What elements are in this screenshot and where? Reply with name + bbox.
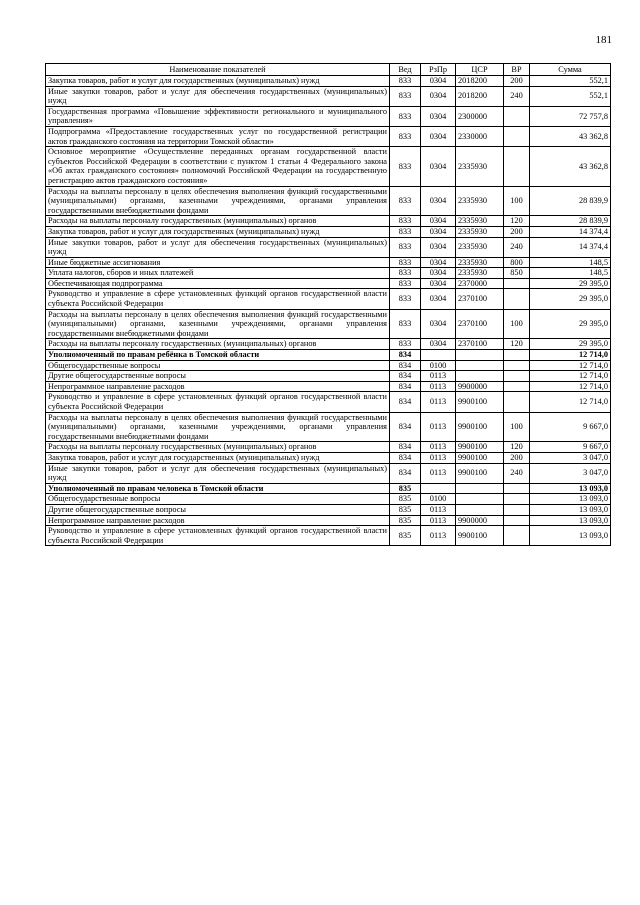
table-row [46, 412, 611, 442]
cell-sum: 12 714,0 [530, 381, 611, 392]
header-ved: Вед [390, 64, 421, 76]
cell-rzpr: 0113 [421, 381, 456, 392]
cell-sum: 29 395,0 [530, 289, 611, 309]
cell-vr [504, 526, 530, 546]
cell-csr: 2330000 [456, 126, 504, 146]
cell-ved: 833 [390, 237, 421, 257]
cell-csr: 2335930 [456, 216, 504, 227]
cell-ved: 835 [390, 526, 421, 546]
cell-ved: 834 [390, 452, 421, 463]
cell-rzpr: 0304 [421, 147, 456, 186]
table-row [46, 339, 611, 350]
cell-sum: 3 047,0 [530, 463, 611, 483]
cell-vr: 120 [504, 216, 530, 227]
cell-rzpr: 0304 [421, 278, 456, 289]
cell-vr [504, 504, 530, 515]
cell-rzpr: 0113 [421, 442, 456, 453]
cell-rzpr: 0100 [421, 360, 456, 371]
cell-vr [504, 289, 530, 309]
cell-ved: 833 [390, 339, 421, 350]
cell-vr [504, 494, 530, 505]
cell-rzpr: 0100 [421, 494, 456, 505]
cell-ved: 833 [390, 106, 421, 126]
cell-name: Основное мероприятие «Осуществление переданных органам государственной власти субъектов Российской Федерации в соответствии с пунктом 1 статьи 4 Федерального закона «Об актах гражданского состояния» полномочий Российской Федерации на государственную регистрацию актов гражданского состояния» [46, 147, 390, 186]
table-row [46, 381, 611, 392]
cell-vr [504, 360, 530, 371]
cell-rzpr: 0113 [421, 452, 456, 463]
cell-name: Руководство и управление в сфере установленных функций органов государственной власти субъекта Российской Федерации [46, 392, 390, 412]
cell-ved: 835 [390, 504, 421, 515]
cell-rzpr: 0304 [421, 86, 456, 106]
budget-table [45, 63, 611, 546]
cell-ved: 833 [390, 86, 421, 106]
cell-ved: 834 [390, 371, 421, 382]
cell-csr: 2370100 [456, 339, 504, 350]
header-name: Наименование показателей [46, 64, 390, 76]
cell-sum: 12 714,0 [530, 371, 611, 382]
cell-ved: 833 [390, 216, 421, 227]
cell-rzpr: 0113 [421, 515, 456, 526]
cell-vr: 120 [504, 339, 530, 350]
cell-vr [504, 483, 530, 494]
cell-csr: 2300000 [456, 106, 504, 126]
table-row [46, 350, 611, 361]
cell-sum: 29 395,0 [530, 339, 611, 350]
cell-sum: 13 093,0 [530, 483, 611, 494]
cell-vr: 100 [504, 186, 530, 216]
table-row [46, 226, 611, 237]
cell-name: Уполномоченный по правам человека в Томской области [46, 483, 390, 494]
header-vr: ВР [504, 64, 530, 76]
cell-csr: 2335930 [456, 226, 504, 237]
table-row [46, 392, 611, 412]
cell-ved: 834 [390, 412, 421, 442]
cell-name: Иные закупки товаров, работ и услуг для обеспечения государственных (муниципальных) нужд [46, 463, 390, 483]
cell-csr: 9900000 [456, 381, 504, 392]
cell-sum: 29 395,0 [530, 309, 611, 339]
cell-ved: 833 [390, 186, 421, 216]
cell-ved: 833 [390, 257, 421, 268]
cell-sum: 13 093,0 [530, 504, 611, 515]
cell-sum: 552,1 [530, 86, 611, 106]
cell-ved: 833 [390, 226, 421, 237]
cell-vr [504, 515, 530, 526]
cell-rzpr: 0304 [421, 268, 456, 279]
cell-ved: 833 [390, 76, 421, 87]
cell-sum: 12 714,0 [530, 360, 611, 371]
cell-name: Закупка товаров, работ и услуг для государственных (муниципальных) нужд [46, 226, 390, 237]
table-row [46, 76, 611, 87]
table-row [46, 463, 611, 483]
cell-name: Непрограммное направление расходов [46, 381, 390, 392]
cell-name: Закупка товаров, работ и услуг для государственных (муниципальных) нужд [46, 452, 390, 463]
table-row [46, 494, 611, 505]
cell-csr [456, 504, 504, 515]
page-number: 181 [595, 34, 612, 46]
cell-ved: 834 [390, 442, 421, 453]
cell-sum: 28 839,9 [530, 186, 611, 216]
cell-name: Общегосударственные вопросы [46, 494, 390, 505]
cell-vr: 240 [504, 463, 530, 483]
table-row [46, 106, 611, 126]
cell-sum: 28 839,9 [530, 216, 611, 227]
cell-sum: 552,1 [530, 76, 611, 87]
table-row [46, 126, 611, 146]
cell-sum: 13 093,0 [530, 515, 611, 526]
table-header-row [46, 64, 611, 76]
cell-sum: 148,5 [530, 268, 611, 279]
table-row [46, 86, 611, 106]
cell-name: Расходы на выплаты персоналу государственных (муниципальных) органов [46, 216, 390, 227]
table-row [46, 371, 611, 382]
cell-csr: 9900100 [456, 463, 504, 483]
cell-sum: 14 374,4 [530, 226, 611, 237]
cell-rzpr: 0304 [421, 257, 456, 268]
cell-name: Другие общегосударственные вопросы [46, 504, 390, 515]
cell-name: Иные бюджетные ассигнования [46, 257, 390, 268]
cell-sum: 9 667,0 [530, 412, 611, 442]
cell-name: Уплата налогов, сборов и иных платежей [46, 268, 390, 279]
cell-rzpr: 0304 [421, 289, 456, 309]
cell-vr: 120 [504, 442, 530, 453]
table-row [46, 504, 611, 515]
cell-ved: 834 [390, 350, 421, 361]
cell-csr: 9900100 [456, 442, 504, 453]
cell-name: Руководство и управление в сфере установленных функций органов государственной власти субъекта Российской Федерации [46, 289, 390, 309]
cell-vr [504, 381, 530, 392]
cell-rzpr: 0304 [421, 226, 456, 237]
cell-sum: 12 714,0 [530, 392, 611, 412]
table-row [46, 515, 611, 526]
cell-ved: 834 [390, 381, 421, 392]
cell-ved: 834 [390, 392, 421, 412]
cell-csr: 2335930 [456, 268, 504, 279]
cell-vr [504, 350, 530, 361]
cell-ved: 833 [390, 278, 421, 289]
header-sum: Сумма [530, 64, 611, 76]
cell-sum: 29 395,0 [530, 278, 611, 289]
cell-csr: 9900100 [456, 412, 504, 442]
cell-name: Закупка товаров, работ и услуг для государственных (муниципальных) нужд [46, 76, 390, 87]
cell-ved: 835 [390, 515, 421, 526]
cell-csr: 2018200 [456, 86, 504, 106]
cell-csr: 2370100 [456, 309, 504, 339]
cell-ved: 833 [390, 289, 421, 309]
cell-rzpr: 0113 [421, 371, 456, 382]
cell-csr: 9900100 [456, 526, 504, 546]
cell-vr [504, 278, 530, 289]
cell-sum: 3 047,0 [530, 452, 611, 463]
cell-ved: 833 [390, 309, 421, 339]
cell-rzpr: 0113 [421, 392, 456, 412]
cell-sum: 43 362,8 [530, 147, 611, 186]
cell-csr [456, 371, 504, 382]
cell-rzpr: 0113 [421, 526, 456, 546]
cell-vr: 100 [504, 412, 530, 442]
cell-csr: 2370100 [456, 289, 504, 309]
cell-csr: 2335930 [456, 237, 504, 257]
cell-ved: 833 [390, 147, 421, 186]
cell-csr [456, 494, 504, 505]
cell-name: Другие общегосударственные вопросы [46, 371, 390, 382]
cell-rzpr: 0304 [421, 339, 456, 350]
cell-vr: 240 [504, 237, 530, 257]
table-row [46, 278, 611, 289]
cell-rzpr: 0304 [421, 76, 456, 87]
cell-name: Подпрограмма «Предоставление государственных услуг по государственной регистрации актов гражданского состояния на территории Томской области» [46, 126, 390, 146]
cell-rzpr: 0304 [421, 126, 456, 146]
cell-ved: 835 [390, 494, 421, 505]
table-row [46, 289, 611, 309]
table-row [46, 309, 611, 339]
cell-rzpr: 0304 [421, 186, 456, 216]
cell-rzpr: 0113 [421, 504, 456, 515]
table-row [46, 526, 611, 546]
cell-sum: 12 714,0 [530, 350, 611, 361]
cell-csr [456, 483, 504, 494]
table-row [46, 442, 611, 453]
cell-csr: 2370000 [456, 278, 504, 289]
cell-vr: 200 [504, 76, 530, 87]
cell-vr: 800 [504, 257, 530, 268]
cell-csr: 9900100 [456, 392, 504, 412]
table-row [46, 186, 611, 216]
cell-name: Уполномоченный по правам ребёнка в Томской области [46, 350, 390, 361]
cell-name: Расходы на выплаты персоналу государственных (муниципальных) органов [46, 339, 390, 350]
cell-name: Руководство и управление в сфере установленных функций органов государственной власти субъекта Российской Федерации [46, 526, 390, 546]
cell-name: Расходы на выплаты персоналу в целях обеспечения выполнения функций государственными (муниципальными) органами, казенными учреждениями, органами управления государственными внебюджетными фондами [46, 186, 390, 216]
cell-name: Иные закупки товаров, работ и услуг для обеспечения государственных (муниципальных) нужд [46, 86, 390, 106]
cell-sum: 13 093,0 [530, 494, 611, 505]
cell-csr: 9900000 [456, 515, 504, 526]
header-csr: ЦСР [456, 64, 504, 76]
cell-sum: 72 757,8 [530, 106, 611, 126]
table-row [46, 483, 611, 494]
table-row [46, 268, 611, 279]
cell-rzpr: 0304 [421, 216, 456, 227]
cell-ved: 833 [390, 126, 421, 146]
cell-sum: 14 374,4 [530, 237, 611, 257]
cell-csr [456, 360, 504, 371]
cell-ved: 835 [390, 483, 421, 494]
cell-name: Расходы на выплаты персоналу в целях обеспечения выполнения функций государственными (муниципальными) органами, казенными учреждениями, органами управления государственными внебюджетными фондами [46, 309, 390, 339]
table-row [46, 452, 611, 463]
cell-rzpr [421, 350, 456, 361]
table-row [46, 216, 611, 227]
cell-csr: 9900100 [456, 452, 504, 463]
cell-rzpr: 0304 [421, 237, 456, 257]
cell-name: Иные закупки товаров, работ и услуг для обеспечения государственных (муниципальных) нужд [46, 237, 390, 257]
cell-ved: 834 [390, 463, 421, 483]
cell-rzpr: 0113 [421, 412, 456, 442]
cell-sum: 9 667,0 [530, 442, 611, 453]
cell-name: Государственная программа «Повышение эффективности регионального и муниципального управления» [46, 106, 390, 126]
cell-vr: 850 [504, 268, 530, 279]
cell-vr [504, 126, 530, 146]
cell-vr: 200 [504, 452, 530, 463]
cell-sum: 43 362,8 [530, 126, 611, 146]
table-body [46, 76, 611, 546]
cell-vr: 240 [504, 86, 530, 106]
cell-rzpr: 0113 [421, 463, 456, 483]
cell-csr: 2335930 [456, 147, 504, 186]
cell-vr: 100 [504, 309, 530, 339]
cell-sum: 13 093,0 [530, 526, 611, 546]
cell-vr [504, 147, 530, 186]
cell-ved: 834 [390, 360, 421, 371]
cell-ved: 833 [390, 268, 421, 279]
cell-vr [504, 106, 530, 126]
cell-csr: 2335930 [456, 257, 504, 268]
cell-csr: 2335930 [456, 186, 504, 216]
table-row [46, 237, 611, 257]
cell-vr [504, 371, 530, 382]
table-row [46, 360, 611, 371]
cell-rzpr: 0304 [421, 309, 456, 339]
cell-csr [456, 350, 504, 361]
cell-rzpr [421, 483, 456, 494]
cell-name: Обеспечивающая подпрограмма [46, 278, 390, 289]
header-rzpr: РзПр [421, 64, 456, 76]
cell-csr: 2018200 [456, 76, 504, 87]
cell-vr [504, 392, 530, 412]
cell-sum: 148,5 [530, 257, 611, 268]
cell-vr: 200 [504, 226, 530, 237]
cell-name: Общегосударственные вопросы [46, 360, 390, 371]
cell-name: Непрограммное направление расходов [46, 515, 390, 526]
table-row [46, 257, 611, 268]
cell-name: Расходы на выплаты персоналу в целях обеспечения выполнения функций государственными (муниципальными) органами, казенными учреждениями, органами управления государственными внебюджетными фондами [46, 412, 390, 442]
table-row [46, 147, 611, 186]
cell-rzpr: 0304 [421, 106, 456, 126]
cell-name: Расходы на выплаты персоналу государственных (муниципальных) органов [46, 442, 390, 453]
